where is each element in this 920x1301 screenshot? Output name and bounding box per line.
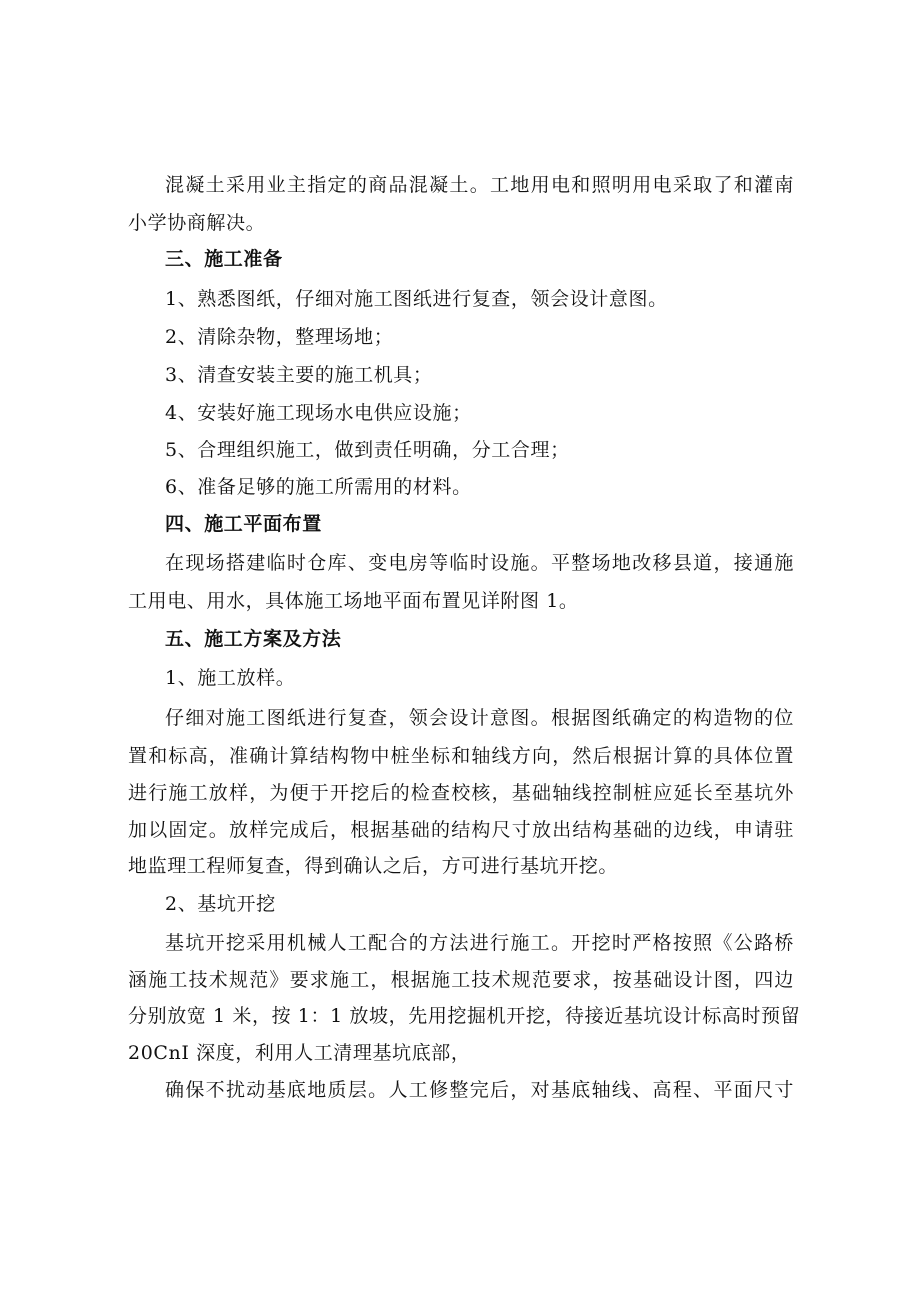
paragraph-line: 加以固定。放样完成后，根据基础的结构尺寸放出结构基础的边线，申请驻 <box>128 819 794 841</box>
list-item: 1、熟悉图纸，仔细对施工图纸进行复查，领会设计意图。 <box>165 288 668 310</box>
paragraph-line: 在现场搭建临时仓库、变电房等临时设施。平整场地改移县道，接通施 <box>165 552 794 574</box>
section-heading: 三、施工准备 <box>165 248 283 270</box>
section-heading: 四、施工平面布置 <box>165 513 322 535</box>
list-item: 4、安装好施工现场水电供应设施； <box>165 402 472 424</box>
subsection-title: 2、基坑开挖 <box>165 893 276 915</box>
paragraph-line: 涵施工技术规范》要求施工，根据施工技术规范要求，按基础设计图，四边 <box>128 969 794 991</box>
paragraph-line: 确保不扰动基底地质层。人工修整完后，对基底轴线、高程、平面尺寸 <box>165 1079 794 1101</box>
paragraph-line: 置和标高，准确计算结构物中桩坐标和轴线方向，然后根据计算的具体位置 <box>128 745 794 767</box>
list-item: 2、清除杂物，整理场地； <box>165 326 394 348</box>
paragraph-line: 仔细对施工图纸进行复查，领会设计意图。根据图纸确定的构造物的位 <box>165 707 794 729</box>
subsection-title: 1、施工放样。 <box>165 667 296 689</box>
paragraph-line: 进行施工放样，为便于开挖后的检查校核，基础轴线控制桩应延长至基坑外 <box>128 782 794 804</box>
section-heading: 五、施工方案及方法 <box>165 628 342 650</box>
paragraph-line: 地监理工程师复查，得到确认之后，方可进行基坑开挖。 <box>128 855 619 877</box>
paragraph-line: 混凝土采用业主指定的商品混凝土。工地用电和照明用电采取了和灌南 <box>165 174 794 196</box>
paragraph-line: 基坑开挖采用机械人工配合的方法进行施工。开挖时严格按照《公路桥 <box>165 932 794 954</box>
list-item: 5、合理组织施工，做到责任明确，分工合理； <box>165 439 570 461</box>
paragraph-line: 小学协商解决。 <box>128 212 266 234</box>
paragraph-line: 20CnI 深度，利用人工清理基坑底部， <box>128 1042 471 1064</box>
list-item: 6、准备足够的施工所需用的材料。 <box>165 476 472 498</box>
paragraph-line: 分别放宽 1 米，按 1：1 放坡，先用挖掘机开挖，待接近基坑设计标高时预留 <box>128 1005 801 1027</box>
list-item: 3、清查安装主要的施工机具； <box>165 364 433 386</box>
paragraph-line: 工用电、用水，具体施工场地平面布置见详附图 1。 <box>128 590 579 612</box>
